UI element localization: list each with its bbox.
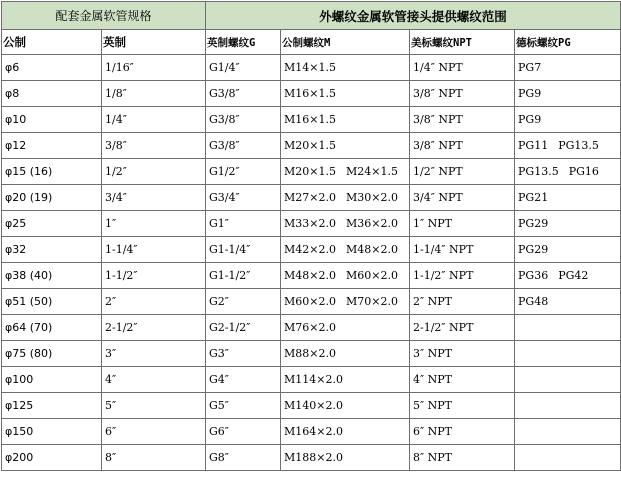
column-header-row [2, 30, 621, 55]
imperial-size-cell: 8″ [102, 445, 206, 471]
npt-thread-cell: 1″ NPT [410, 211, 515, 237]
npt-thread-cell: 1-1/2″ NPT [410, 263, 515, 289]
imperial-size-cell: 1/4″ [102, 107, 206, 133]
metric-size-cell: φ15 (16) [2, 159, 102, 185]
col-header-imperial: 英制 [102, 30, 206, 55]
imperial-size-cell: 4″ [102, 367, 206, 393]
metric-size-cell: φ200 [2, 445, 102, 471]
m-thread-value: M33×2.0 [284, 217, 336, 230]
g-thread-cell: G3/8″ [206, 107, 281, 133]
m-thread-value: M60×2.0 [284, 295, 336, 308]
pg-thread-cell [515, 419, 621, 445]
pg-thread-value: PG13.5 [558, 139, 599, 152]
pg-thread-value: PG16 [568, 165, 599, 178]
pg-thread-value: PG48 [518, 295, 549, 308]
m-thread-cell [281, 341, 410, 367]
thread-range-title: 外螺纹金属软管接头提供螺纹范围 [206, 2, 621, 30]
npt-thread-cell: 4″ NPT [410, 367, 515, 393]
m-thread-value: M42×2.0 [284, 243, 336, 256]
g-thread-cell: G5″ [206, 393, 281, 419]
m-thread-cell [281, 315, 410, 341]
imperial-size-cell: 2″ [102, 289, 206, 315]
table-row [2, 289, 621, 315]
imperial-size-cell: 1/2″ [102, 159, 206, 185]
m-thread-cell [281, 367, 410, 393]
table-row [2, 159, 621, 185]
pg-thread-cell [515, 393, 621, 419]
g-thread-cell: G3/8″ [206, 81, 281, 107]
metric-size-cell: φ8 [2, 81, 102, 107]
g-thread-cell: G8″ [206, 445, 281, 471]
m-thread-cell [281, 185, 410, 211]
metric-size-cell: φ150 [2, 419, 102, 445]
npt-thread-cell: 3″ NPT [410, 341, 515, 367]
table-body [2, 55, 621, 471]
pg-thread-value: PG11 [518, 139, 549, 152]
table-row [2, 393, 621, 419]
m-thread-value: M88×2.0 [284, 347, 336, 360]
m-thread-value: M188×2.0 [284, 451, 343, 464]
imperial-size-cell: 6″ [102, 419, 206, 445]
g-thread-cell: G6″ [206, 419, 281, 445]
m-thread-value: M114×2.0 [284, 373, 343, 386]
m-thread-value: M48×2.0 [284, 269, 336, 282]
m-thread-value: M164×2.0 [284, 425, 343, 438]
m-thread-value: M76×2.0 [284, 321, 336, 334]
g-thread-cell: G1-1/2″ [206, 263, 281, 289]
metric-size-cell: φ6 [2, 55, 102, 81]
table-row [2, 419, 621, 445]
pg-thread-value: PG9 [518, 113, 542, 126]
npt-thread-cell: 6″ NPT [410, 419, 515, 445]
pg-thread-cell [515, 133, 621, 159]
m-thread-value: M24×1.5 [346, 165, 398, 178]
col-header-pg-thread: 德标螺纹PG [515, 30, 621, 55]
col-header-m-thread: 公制螺纹M [281, 30, 410, 55]
npt-thread-cell: 2-1/2″ NPT [410, 315, 515, 341]
table-row [2, 55, 621, 81]
m-thread-cell [281, 55, 410, 81]
m-thread-cell [281, 263, 410, 289]
hose-spec-title: 配套金属软管规格 [2, 2, 206, 30]
m-thread-value: M20×1.5 [284, 139, 336, 152]
pg-thread-cell [515, 107, 621, 133]
pg-thread-value: PG29 [518, 243, 549, 256]
pg-thread-value: PG21 [518, 191, 549, 204]
pg-thread-cell [515, 341, 621, 367]
pg-thread-cell [515, 55, 621, 81]
g-thread-cell: G3/8″ [206, 133, 281, 159]
npt-thread-cell: 8″ NPT [410, 445, 515, 471]
table-row [2, 107, 621, 133]
col-header-g-thread: 英制螺纹G [206, 30, 281, 55]
col-header-npt-thread: 美标螺纹NPT [410, 30, 515, 55]
pg-thread-value: PG42 [558, 269, 589, 282]
imperial-size-cell: 3/4″ [102, 185, 206, 211]
pg-thread-cell [515, 81, 621, 107]
spec-table-wrapper [1, 1, 621, 471]
m-thread-cell [281, 289, 410, 315]
table-row [2, 237, 621, 263]
pg-thread-value: PG9 [518, 87, 542, 100]
imperial-size-cell: 1-1/4″ [102, 237, 206, 263]
metric-size-cell: φ12 [2, 133, 102, 159]
pg-thread-value: PG29 [518, 217, 549, 230]
table-row [2, 315, 621, 341]
npt-thread-cell: 1/2″ NPT [410, 159, 515, 185]
imperial-size-cell: 1/16″ [102, 55, 206, 81]
metric-size-cell: φ32 [2, 237, 102, 263]
metric-size-cell: φ25 [2, 211, 102, 237]
npt-thread-cell: 1/4″ NPT [410, 55, 515, 81]
imperial-size-cell: 1″ [102, 211, 206, 237]
npt-thread-cell: 3/8″ NPT [410, 81, 515, 107]
m-thread-cell [281, 107, 410, 133]
m-thread-cell [281, 81, 410, 107]
m-thread-value: M16×1.5 [284, 87, 336, 100]
imperial-size-cell: 3/8″ [102, 133, 206, 159]
m-thread-value: M140×2.0 [284, 399, 343, 412]
table-row [2, 367, 621, 393]
metric-size-cell: φ38 (40) [2, 263, 102, 289]
m-thread-value: M60×2.0 [346, 269, 398, 282]
g-thread-cell: G4″ [206, 367, 281, 393]
pg-thread-cell [515, 289, 621, 315]
g-thread-cell: G3″ [206, 341, 281, 367]
pg-thread-cell [515, 211, 621, 237]
metric-size-cell: φ51 (50) [2, 289, 102, 315]
npt-thread-cell: 5″ NPT [410, 393, 515, 419]
pg-thread-cell [515, 185, 621, 211]
pg-thread-value: PG36 [518, 269, 549, 282]
m-thread-cell [281, 159, 410, 185]
thread-spec-table [1, 1, 621, 471]
pg-thread-cell [515, 315, 621, 341]
npt-thread-cell: 1-1/4″ NPT [410, 237, 515, 263]
pg-thread-cell [515, 159, 621, 185]
m-thread-value: M20×1.5 [284, 165, 336, 178]
m-thread-value: M14×1.5 [284, 61, 336, 74]
m-thread-value: M27×2.0 [284, 191, 336, 204]
table-row [2, 341, 621, 367]
m-thread-cell [281, 237, 410, 263]
imperial-size-cell: 3″ [102, 341, 206, 367]
g-thread-cell: G1″ [206, 211, 281, 237]
m-thread-cell [281, 419, 410, 445]
pg-thread-cell [515, 237, 621, 263]
pg-thread-value: PG13.5 [518, 165, 559, 178]
pg-thread-cell [515, 263, 621, 289]
m-thread-value: M16×1.5 [284, 113, 336, 126]
table-row [2, 445, 621, 471]
imperial-size-cell: 2-1/2″ [102, 315, 206, 341]
table-row [2, 133, 621, 159]
m-thread-value: M36×2.0 [346, 217, 398, 230]
npt-thread-cell: 3/8″ NPT [410, 133, 515, 159]
title-row [2, 2, 621, 30]
pg-thread-cell [515, 367, 621, 393]
m-thread-value: M48×2.0 [346, 243, 398, 256]
npt-thread-cell: 3/4″ NPT [410, 185, 515, 211]
g-thread-cell: G1-1/4″ [206, 237, 281, 263]
g-thread-cell: G1/4″ [206, 55, 281, 81]
metric-size-cell: φ64 (70) [2, 315, 102, 341]
imperial-size-cell: 5″ [102, 393, 206, 419]
npt-thread-cell: 2″ NPT [410, 289, 515, 315]
pg-thread-value: PG7 [518, 61, 542, 74]
g-thread-cell: G2-1/2″ [206, 315, 281, 341]
m-thread-cell [281, 211, 410, 237]
m-thread-value: M70×2.0 [346, 295, 398, 308]
g-thread-cell: G1/2″ [206, 159, 281, 185]
table-row [2, 185, 621, 211]
metric-size-cell: φ125 [2, 393, 102, 419]
table-row [2, 211, 621, 237]
g-thread-cell: G2″ [206, 289, 281, 315]
imperial-size-cell: 1/8″ [102, 81, 206, 107]
g-thread-cell: G3/4″ [206, 185, 281, 211]
imperial-size-cell: 1-1/2″ [102, 263, 206, 289]
metric-size-cell: φ10 [2, 107, 102, 133]
table-row [2, 81, 621, 107]
npt-thread-cell: 3/8″ NPT [410, 107, 515, 133]
m-thread-cell [281, 445, 410, 471]
metric-size-cell: φ100 [2, 367, 102, 393]
table-row [2, 263, 621, 289]
m-thread-value: M30×2.0 [346, 191, 398, 204]
metric-size-cell: φ75 (80) [2, 341, 102, 367]
m-thread-cell [281, 133, 410, 159]
metric-size-cell: φ20 (19) [2, 185, 102, 211]
col-header-metric: 公制 [2, 30, 102, 55]
m-thread-cell [281, 393, 410, 419]
pg-thread-cell [515, 445, 621, 471]
